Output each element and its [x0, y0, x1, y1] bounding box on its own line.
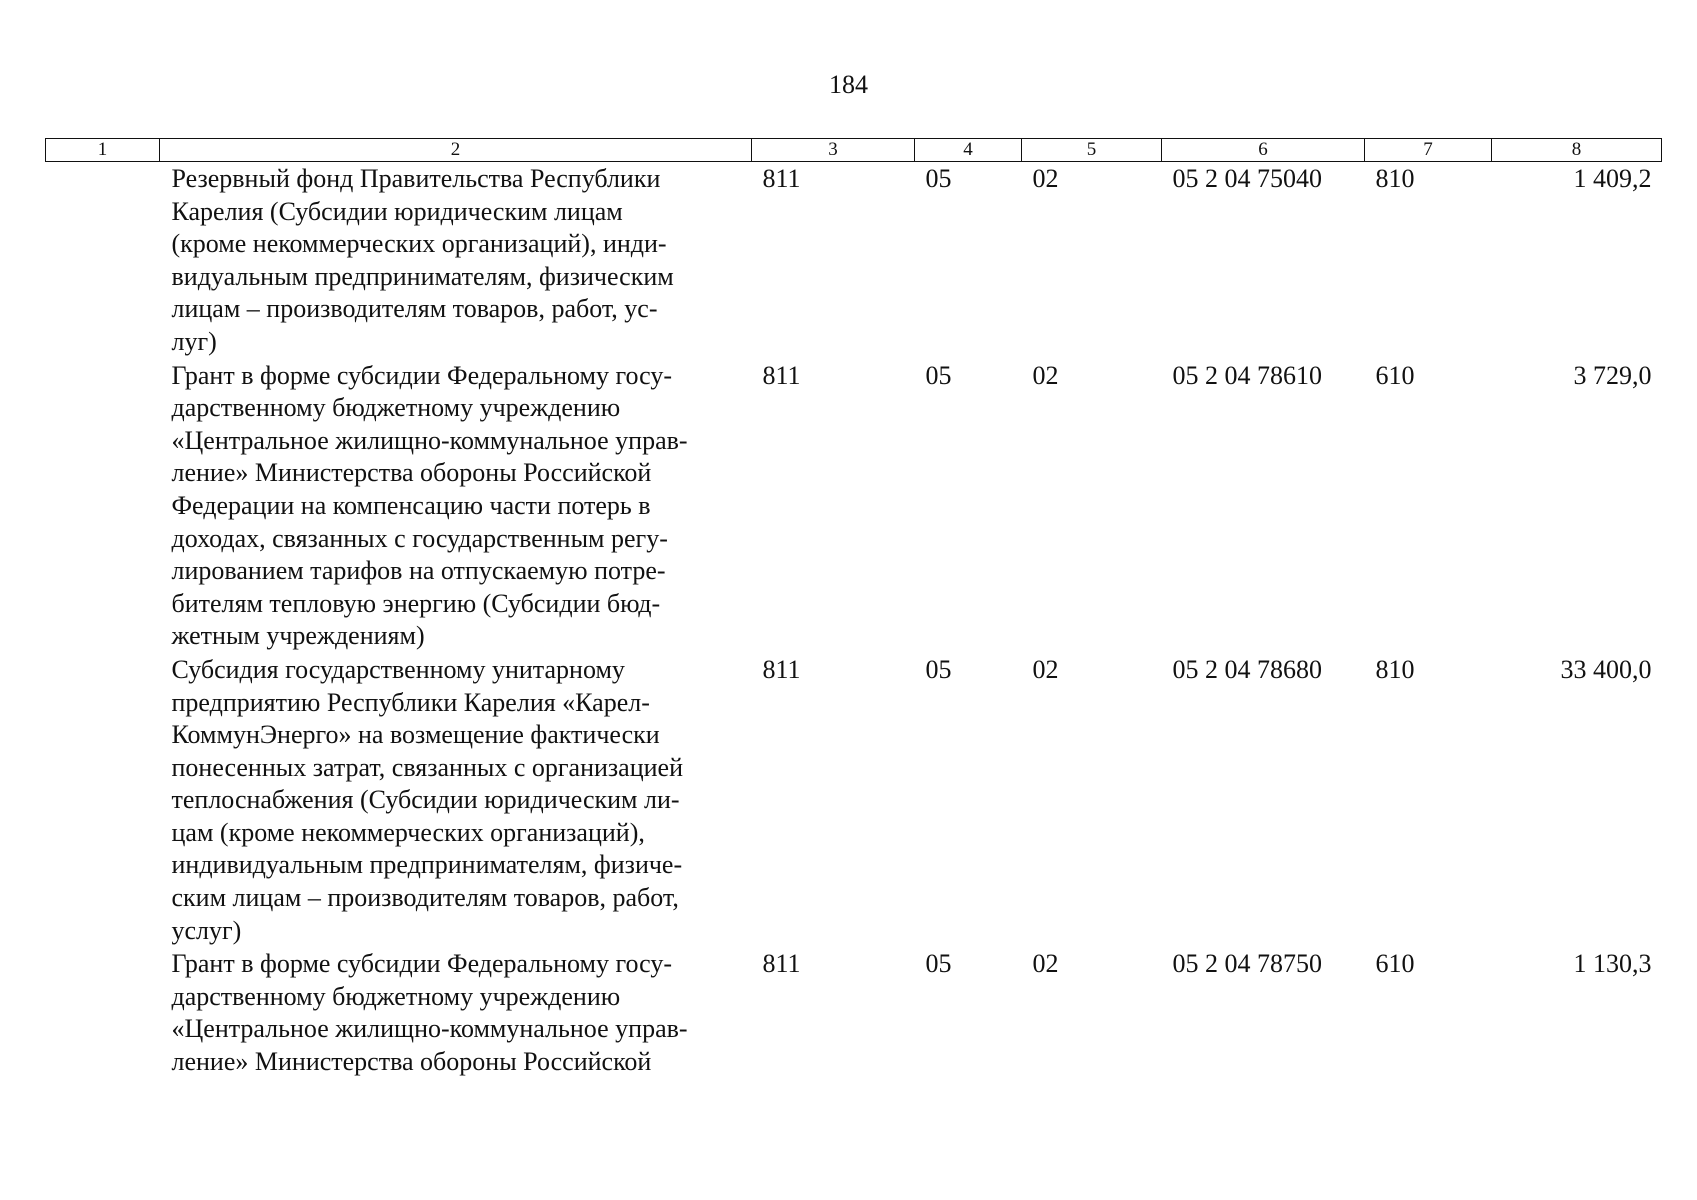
- header-col-6: 6: [1162, 139, 1365, 162]
- description-line: «Центральное жилищно-коммунальное управ-: [171, 425, 688, 455]
- table-row: [46, 947, 1662, 1078]
- description-line: Федерации на компенсацию части потерь в: [171, 490, 651, 520]
- subsection-code-cell: 02: [1032, 360, 1059, 390]
- amount-cell: 1 130,3: [1573, 949, 1652, 979]
- row-number-cell: [46, 653, 160, 947]
- amount-cell: 33 400,0: [1560, 654, 1652, 684]
- target-article-cell: 05 2 04 78680: [1172, 654, 1322, 684]
- ministry-code-cell: 811: [762, 164, 801, 193]
- description-line: луг): [171, 326, 217, 356]
- target-article-cell: 05 2 04 75040: [1172, 164, 1322, 193]
- description-line: услуг): [171, 915, 242, 945]
- description-line: видуальным предпринимателям, физическим: [171, 261, 674, 291]
- ministry-code-cell: 811: [762, 949, 801, 979]
- description-line: КоммунЭнерго» на возмещение фактически: [171, 720, 660, 750]
- description-line: лицам – производителям товаров, работ, ус-: [171, 294, 658, 324]
- description-cell: [160, 359, 752, 653]
- description-line: цам (кроме некоммерческих организаций),: [171, 817, 645, 847]
- ministry-code-cell: 811: [762, 360, 801, 390]
- description-line: дарственному бюджетному учреждению: [171, 981, 621, 1011]
- description-line: индивидуальным предпринимателям, физиче-: [171, 850, 683, 880]
- description-line: Карелия (Субсидии юридическим лицам: [171, 196, 623, 226]
- table-row: [46, 359, 1662, 653]
- section-code-cell: 05: [925, 360, 952, 390]
- description-line: понесенных затрат, связанных с организацией: [171, 752, 684, 782]
- description-line: Субсидия государственному унитарному: [171, 654, 625, 684]
- header-col-8: 8: [1492, 139, 1662, 162]
- target-article-cell: 05 2 04 78610: [1172, 360, 1322, 390]
- header-row: [46, 139, 1662, 162]
- table-header: [46, 139, 1662, 162]
- description-cell: [160, 162, 752, 359]
- section-code-cell: 05: [925, 654, 952, 684]
- header-col-2: 2: [160, 139, 752, 162]
- description-line: бителям тепловую энергию (Субсидии бюд-: [171, 588, 661, 618]
- description-line: лированием тарифов на отпускаемую потре-: [171, 556, 666, 586]
- table-body: [46, 162, 1662, 1079]
- expense-type-cell: 810: [1375, 164, 1415, 193]
- table-row: [46, 653, 1662, 947]
- row-number-cell: [46, 162, 160, 359]
- amount-cell: 3 729,0: [1573, 360, 1652, 390]
- description-line: теплоснабжения (Субсидии юридическим ли-: [171, 785, 680, 815]
- header-col-7: 7: [1365, 139, 1492, 162]
- expense-type-cell: 610: [1375, 949, 1415, 979]
- target-article-cell: 05 2 04 78750: [1172, 949, 1322, 979]
- description-line: «Центральное жилищно-коммунальное управ-: [171, 1014, 688, 1044]
- row-number-cell: [46, 359, 160, 653]
- section-code-cell: 05: [925, 949, 952, 979]
- description-line: ление» Министерства обороны Российской: [171, 458, 652, 488]
- description-line: доходах, связанных с государственным регу-: [171, 523, 668, 553]
- table-row: [46, 162, 1662, 359]
- subsection-code-cell: 02: [1032, 949, 1059, 979]
- amount-cell: 1 409,2: [1573, 164, 1652, 193]
- description-line: ским лицам – производителям товаров, работ,: [171, 883, 679, 913]
- header-col-4: 4: [915, 139, 1022, 162]
- subsection-code-cell: 02: [1032, 164, 1059, 193]
- description-cell: [160, 653, 752, 947]
- description-line: Грант в форме субсидии Федеральному госу-: [171, 360, 673, 390]
- description-line: Грант в форме субсидии Федеральному госу-: [171, 949, 673, 979]
- header-col-5: 5: [1022, 139, 1162, 162]
- page-number: 184: [829, 70, 868, 99]
- budget-table: [45, 138, 1662, 1079]
- description-cell: [160, 947, 752, 1078]
- description-line: ление» Министерства обороны Российской: [171, 1047, 652, 1077]
- ministry-code-cell: 811: [762, 654, 801, 684]
- section-code-cell: 05: [925, 164, 952, 193]
- description-line: (кроме некоммерческих организаций), инди-: [171, 229, 667, 259]
- header-col-3: 3: [752, 139, 915, 162]
- description-line: Резервный фонд Правительства Республики: [171, 164, 661, 193]
- subsection-code-cell: 02: [1032, 654, 1059, 684]
- header-col-1: 1: [46, 139, 160, 162]
- description-line: дарственному бюджетному учреждению: [171, 393, 621, 423]
- expense-type-cell: 810: [1375, 654, 1415, 684]
- expense-type-cell: 610: [1375, 360, 1415, 390]
- row-number-cell: [46, 947, 160, 1078]
- description-line: жетным учреждениям): [171, 621, 425, 651]
- description-line: предприятию Республики Карелия «Карел-: [171, 687, 650, 717]
